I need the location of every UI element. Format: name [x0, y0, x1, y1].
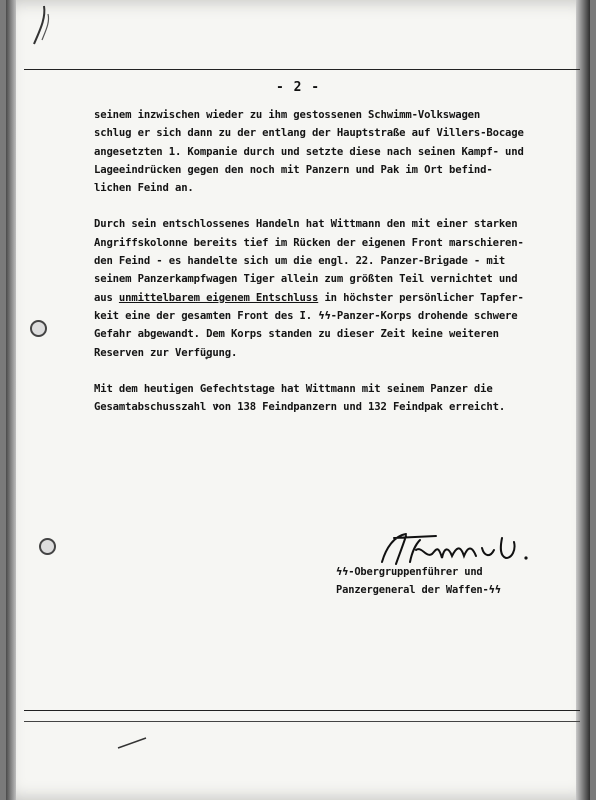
footer-rule [24, 710, 580, 711]
text-line: seinem Panzerkampfwagen Tiger allein zum größten Teil vernichtet und [94, 273, 518, 286]
text-fragment: eine der gesamten Front des I. ϟϟ-Panzer-Korps drohende schwere [118, 309, 518, 322]
signatory-rank-line-1: ϟϟ-Obergruppenführer und [336, 566, 483, 578]
underlined-phrase: unmittelbarem eigenem Entschluss [118, 291, 319, 304]
document-page [6, 0, 590, 800]
text-line: Angriffskolonne bereits tief im Rücken der eigenen Front marschieren- [94, 236, 524, 249]
text-line: Mit dem heutigen Gefechtstage hat Wittmann mit seinem Panzer die [94, 382, 493, 395]
letter-body [94, 106, 592, 434]
text-fragment: in höchster persönlicher Tapfer- [318, 291, 524, 304]
text-line: Durch sein entschlossenes Handeln hat Wittmann den mit einer starken [94, 218, 518, 231]
text-fragment: keit [94, 309, 119, 322]
text-line: angesetzten 1. Kompanie durch und setzte diese nach seinen Kampf- und [94, 145, 524, 158]
paragraph-3 [94, 380, 592, 417]
handwritten-signature [376, 528, 556, 568]
text-line: seinem inzwischen wieder zu ihm gestossenen Schwimm-Volkswagen [94, 109, 481, 121]
text-line: den Feind - es handelte sich um die engl. 22. Panzer-Brigade - mit [94, 255, 506, 268]
header-rule [24, 69, 580, 70]
text-line: Gesamtabschusszahl von 138 Feindpanzern und 132 Feindpak erreicht. [94, 401, 506, 414]
text-line-underlined [94, 289, 592, 307]
punch-hole [39, 538, 56, 555]
page-number: - 2 - [276, 80, 321, 95]
text-line: Lageeindrücken gegen den noch mit Panzern und Pak im Ort befind- [94, 163, 493, 176]
text-line: schlug er sich dann zu der entlang der Hauptstraße auf Villers-Bocage [94, 127, 524, 140]
text-line: Reserven zur Verfügung. [94, 346, 238, 359]
paragraph-1 [94, 106, 592, 197]
signatory-rank-line-2: Panzergeneral der Waffen-ϟϟ [336, 584, 501, 596]
punch-hole [30, 320, 47, 337]
text-line: Gefahr abgewandt. Dem Korps standen zu dieser Zeit keine weiteren [94, 328, 499, 341]
footer-rule-secondary [24, 721, 580, 722]
signature-block [336, 528, 576, 618]
text-line: lichen Feind an. [94, 182, 194, 195]
paragraph-2 [94, 215, 592, 361]
text-fragment: aus [94, 291, 119, 304]
text-line [94, 307, 592, 325]
